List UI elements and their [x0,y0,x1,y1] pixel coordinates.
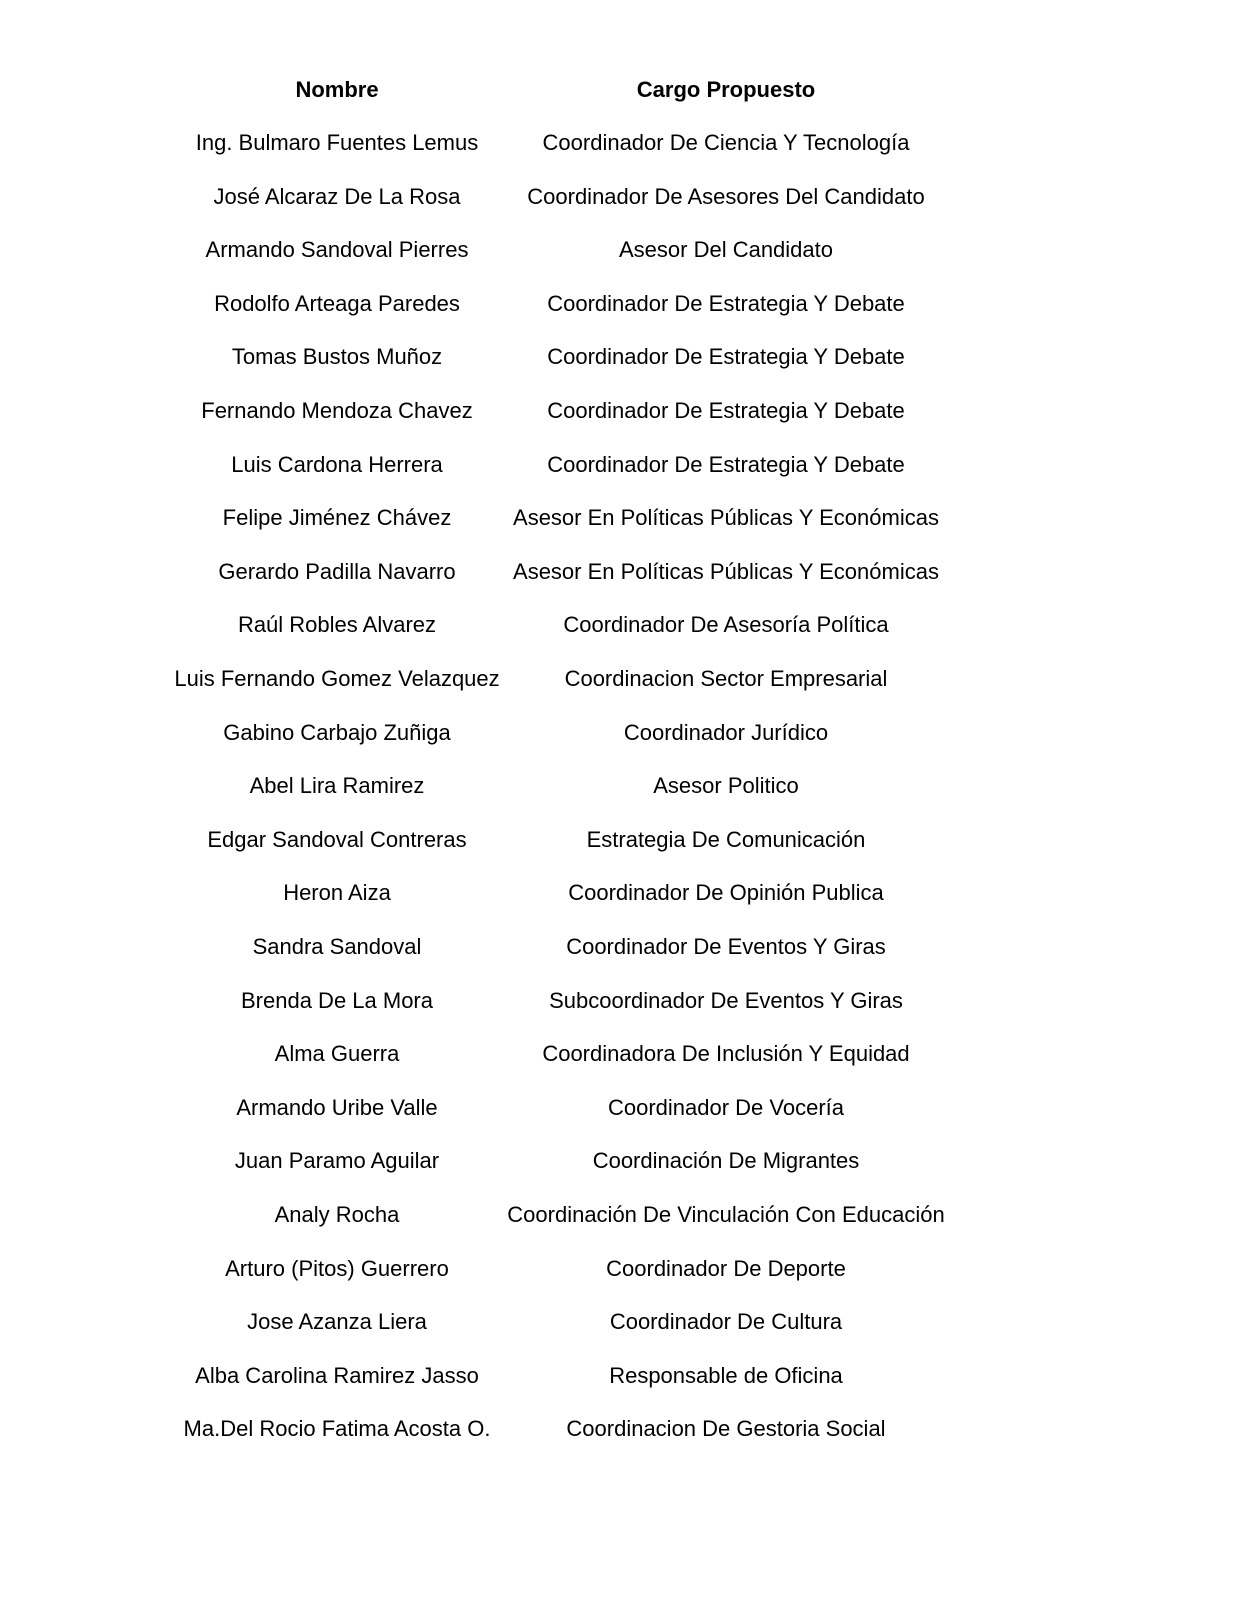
row-name: Luis Fernando Gomez Velazquez [174,666,500,691]
row-role: Subcoordinador De Eventos Y Giras [549,987,903,1013]
table-row [0,552,1242,592]
row-role: Coordinador De Opinión Publica [568,880,884,906]
table-row [0,230,1242,270]
table-row [0,1356,1242,1396]
table-row [0,498,1242,538]
row-name: Heron Aiza [283,880,391,906]
row-role: Coordinación De Vinculación Con Educación [507,1202,945,1227]
row-role: Asesor En Políticas Públicas Y Económicas [513,505,939,531]
row-name: Jose Azanza Liera [247,1309,427,1335]
row-name: Gerardo Padilla Navarro [218,558,456,584]
row-role: Asesor Del Candidato [618,237,833,263]
row-name: Armando Uribe Valle [236,1094,438,1120]
table-row [0,1088,1242,1128]
row-name: Armando Sandoval Pierres [205,237,469,263]
row-name: Alba Carolina Ramirez Jasso [195,1362,479,1388]
table-row [0,1302,1242,1342]
table-row [0,927,1242,967]
row-role: Coordinacion De Gestoria Social [566,1416,886,1442]
table-row [0,1409,1242,1449]
row-role: Coordinador De Cultura [609,1309,843,1335]
row-name: Arturo (Pitos) Guerrero [225,1255,449,1281]
table-row [0,284,1242,324]
table-row [0,1141,1242,1181]
table-header [0,70,1242,110]
table-row [0,391,1242,431]
table-row [0,445,1242,485]
row-name: Rodolfo Arteaga Paredes [214,290,460,316]
header-role: Cargo Propuesto [636,77,816,102]
row-role: Coordinador De Deporte [606,1255,846,1281]
table-row [0,873,1242,913]
table-row [0,123,1242,163]
row-name: Juan Paramo Aguilar [234,1148,440,1174]
row-role: Asesor En Políticas Públicas Y Económicas [513,558,939,584]
row-name: Ma.Del Rocio Fatima Acosta O. [183,1416,491,1442]
row-name: Gabino Carbajo Zuñiga [223,719,451,745]
row-role: Coordinación De Migrantes [592,1148,860,1174]
row-name: Analy Rocha [274,1202,400,1227]
row-role: Coordinacion Sector Empresarial [564,666,888,691]
row-role: Coordinador De Asesores Del Candidato [527,183,925,209]
row-name: Luis Cardona Herrera [231,451,443,477]
header-name: Nombre [295,77,379,102]
table-row [0,820,1242,860]
row-role: Responsable de Oficina [609,1362,843,1388]
row-name: Sandra Sandoval [252,934,422,959]
row-role: Coordinadora De Inclusión Y Equidad [542,1041,910,1067]
table-row [0,1034,1242,1074]
row-role: Estrategia De Comunicación [586,826,866,852]
row-role: Coordinador De Estrategia Y Debate [547,290,905,316]
row-role: Coordinador De Eventos Y Giras [566,934,886,959]
row-name: José Alcaraz De La Rosa [213,183,461,209]
table-row [0,1249,1242,1289]
table-row [0,981,1242,1021]
row-name: Fernando Mendoza Chavez [201,398,473,423]
table-row [0,766,1242,806]
row-name: Edgar Sandoval Contreras [207,826,467,852]
row-role: Coordinador Jurídico [623,719,829,745]
row-role: Asesor Politico [653,773,799,799]
row-name: Raúl Robles Alvarez [237,612,437,638]
table-row [0,605,1242,645]
row-name: Abel Lira Ramirez [249,773,425,799]
row-role: Coordinador De Asesoría Política [563,612,889,638]
row-role: Coordinador De Ciencia Y Tecnología [542,130,910,155]
table-row [0,713,1242,753]
table-row [0,177,1242,217]
row-name: Tomas Bustos Muñoz [231,344,443,370]
row-role: Coordinador De Estrategia Y Debate [547,344,905,370]
table-row [0,337,1242,377]
row-role: Coordinador De Estrategia Y Debate [547,451,905,477]
row-name: Brenda De La Mora [241,987,433,1013]
row-name: Ing. Bulmaro Fuentes Lemus [195,130,479,155]
table-row [0,659,1242,699]
row-role: Coordinador De Vocería [607,1094,845,1120]
row-name: Alma Guerra [274,1041,400,1067]
row-role: Coordinador De Estrategia Y Debate [547,398,905,423]
table-row [0,1195,1242,1235]
row-name: Felipe Jiménez Chávez [222,505,452,531]
